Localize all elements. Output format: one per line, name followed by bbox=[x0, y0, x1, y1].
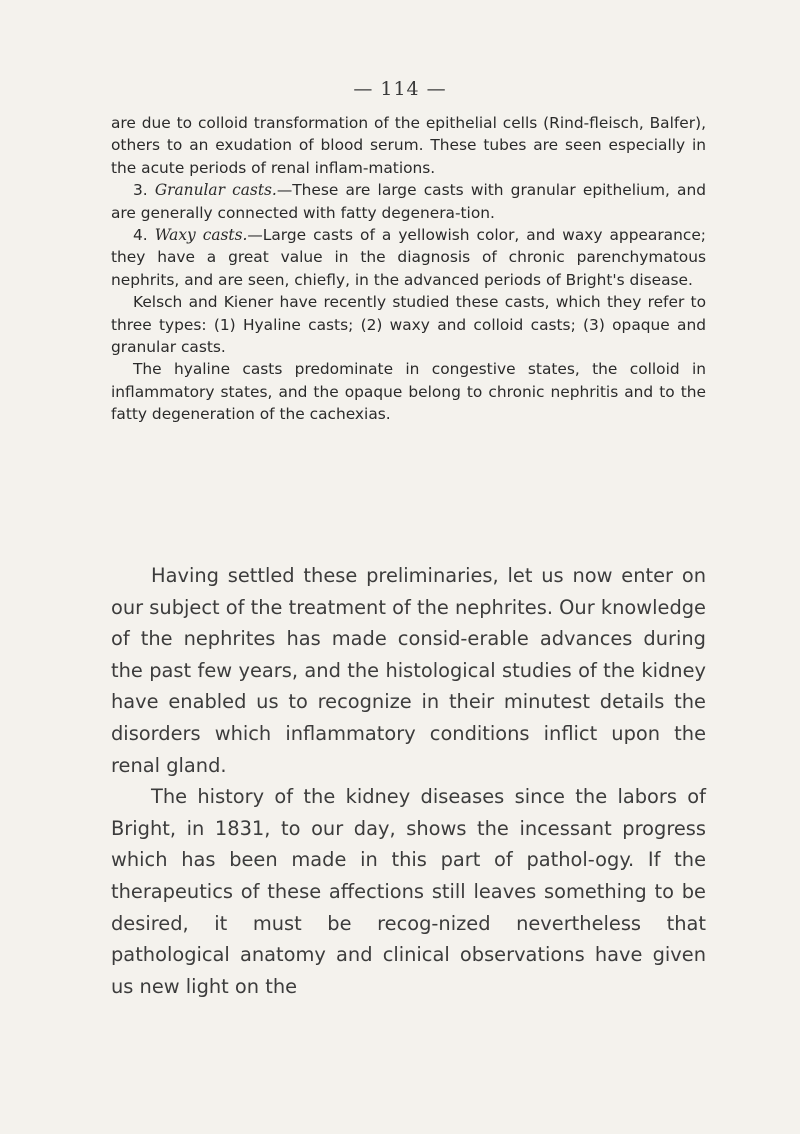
paragraph-hyaline-casts: The hyaline casts predominate in congestive states, the colloid in inflammatory states, and the opaque belong to chronic nephritis and to the fatty degeneration of the cachexias. bbox=[111, 360, 706, 424]
item-number: 3. bbox=[133, 181, 155, 200]
paragraph-waxy-casts bbox=[111, 224, 706, 291]
item-number: 4. bbox=[133, 226, 155, 245]
paragraph-preliminaries: Having settled these preliminaries, let us now enter on our subject of the treatment of the nephrites. Our knowledge of the nephrites has made consid-erable advances during the past few years, and the histological studies of the kidney have enabled us to recognize in their minutest details the disorders which inflammatory conditions inflict upon the renal gland. bbox=[111, 564, 706, 777]
item-title: Waxy casts. bbox=[154, 226, 248, 245]
item-body: —These are large casts with granular epithelium, and are generally connected with fatty degenera-tion. bbox=[111, 181, 707, 222]
paragraph-history: The history of the kidney diseases since the labors of Bright, in 1831, to our day, shows the incessant progress which has been made in this part of pathol-ogy. If the therapeutics of these affections still leaves something to be desired, it must be recog-nized nevertheless that pathological anatomy and clinical observations have given us new light on the bbox=[111, 785, 706, 998]
paragraph-colloid-casts-continued: are due to colloid transformation of the epithelial cells (Rind-fleisch, Balfer), others to an exudation of blood serum. These tubes are seen especially in the acute periods of renal inflam-mations. bbox=[111, 114, 706, 177]
paragraph-kelsch-kiener: Kelsch and Kiener have recently studied these casts, which they refer to three types: (1) Hyaline casts; (2) waxy and colloid casts; (3) opaque and granular casts. bbox=[111, 293, 706, 357]
item-body: —Large casts of a yellowish color, and waxy appearance; they have a great value in the diagnosis of chronic parenchymatous nephrits, and are seen, chiefly, in the advanced periods of Bright's disease. bbox=[111, 226, 706, 289]
page-number: — 114 — bbox=[353, 78, 447, 100]
main-text-section bbox=[111, 560, 706, 1002]
paragraph-granular-casts bbox=[111, 179, 706, 224]
item-title: Granular casts. bbox=[154, 181, 277, 200]
small-print-section bbox=[111, 112, 706, 426]
